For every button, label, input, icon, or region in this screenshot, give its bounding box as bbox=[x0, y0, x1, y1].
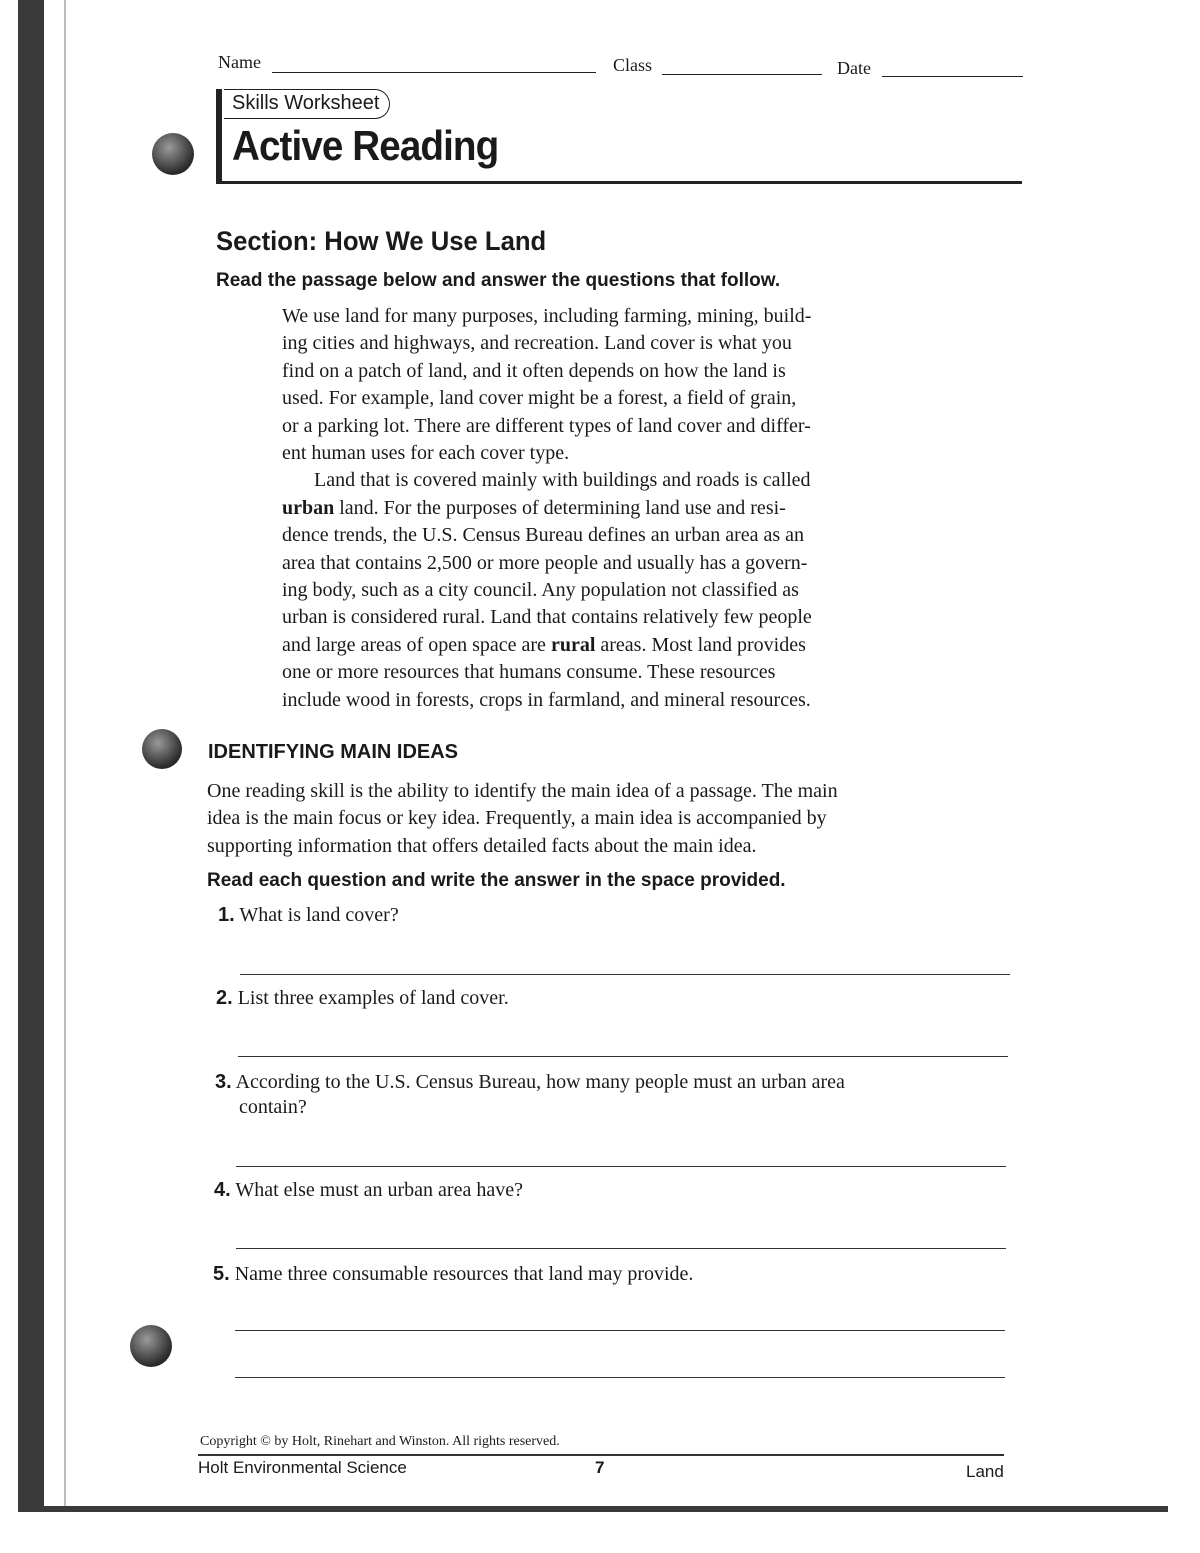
passage-line: ing cities and highways, and recreation. Land cover is what you bbox=[282, 332, 792, 355]
passage-line: or a parking lot. There are different types of land cover and differ- bbox=[282, 414, 811, 437]
date-label: Date bbox=[837, 58, 871, 78]
answer-line-1[interactable] bbox=[240, 974, 1010, 975]
question-instruction: Read each question and write the answer in the space provided. bbox=[207, 870, 786, 891]
skill-line: idea is the main focus or key idea. Frequently, a main idea is accompanied by bbox=[207, 807, 827, 830]
answer-line-3[interactable] bbox=[236, 1166, 1006, 1167]
footer-rule bbox=[198, 1454, 1004, 1456]
answer-line-2[interactable] bbox=[238, 1056, 1008, 1057]
term-rural: rural bbox=[550, 633, 596, 656]
term-urban: urban bbox=[282, 496, 335, 519]
scan-edge-bottom bbox=[18, 1506, 1168, 1512]
binder-hole-top bbox=[152, 133, 194, 175]
question-2 bbox=[216, 986, 509, 1011]
class-field[interactable] bbox=[662, 74, 822, 75]
title-bar bbox=[216, 89, 222, 181]
question-text: What else must an urban area have? bbox=[235, 1179, 523, 1201]
skill-heading: IDENTIFYING MAIN IDEAS bbox=[208, 741, 459, 763]
passage-paragraph-1 bbox=[282, 303, 937, 467]
page-number: 7 bbox=[595, 1458, 605, 1477]
passage-line: one or more resources that humans consume. These resources bbox=[282, 661, 776, 684]
question-text: What is land cover? bbox=[239, 904, 399, 926]
passage-line: ent human uses for each cover type. bbox=[282, 442, 570, 465]
passage-line: ing body, such as a city council. Any population not classified as bbox=[282, 579, 799, 602]
worksheet-type-tag: Skills Worksheet bbox=[224, 89, 390, 119]
passage-instruction: Read the passage below and answer the questions that follow. bbox=[216, 270, 781, 291]
passage-line: urban is considered rural. Land that contains relatively few people bbox=[282, 606, 812, 629]
question-text: List three examples of land cover. bbox=[237, 987, 509, 1009]
title-rule bbox=[216, 181, 1022, 184]
skill-line: supporting information that offers detailed facts about the main idea. bbox=[207, 834, 757, 857]
copyright: Copyright © by Holt, Rinehart and Winston. All rights reserved. bbox=[200, 1434, 560, 1449]
question-text-continued: contain? bbox=[239, 1096, 307, 1118]
skill-line: One reading skill is the ability to identify the main idea of a passage. The main bbox=[207, 780, 838, 802]
question-text: According to the U.S. Census Bureau, how many people must an urban area bbox=[235, 1071, 845, 1093]
page-title: Active Reading bbox=[232, 122, 499, 169]
passage-line: include wood in forests, crops in farmland, and mineral resources. bbox=[282, 688, 811, 711]
passage-line: Land that is covered mainly with buildings and roads is called bbox=[314, 469, 811, 492]
question-number: 1. bbox=[218, 904, 235, 926]
passage-line: find on a patch of land, and it often depends on how the land is bbox=[282, 359, 786, 382]
answer-line-5a[interactable] bbox=[235, 1330, 1005, 1331]
footer-book: Holt Environmental Science bbox=[198, 1458, 407, 1477]
answer-line-4[interactable] bbox=[236, 1248, 1006, 1249]
date-field[interactable] bbox=[882, 76, 1023, 77]
scan-edge-line bbox=[64, 0, 66, 1510]
binder-hole-middle bbox=[142, 729, 182, 769]
scan-edge-left bbox=[18, 0, 44, 1510]
passage-line: and large areas of open space are rural areas. Most land provides bbox=[282, 633, 806, 656]
answer-line-5b[interactable] bbox=[235, 1377, 1005, 1378]
name-field[interactable] bbox=[272, 72, 596, 73]
name-label: Name bbox=[218, 52, 261, 72]
passage-line: dence trends, the U.S. Census Bureau defines an urban area as an bbox=[282, 524, 805, 547]
reading-passage bbox=[282, 303, 937, 714]
passage-paragraph-2 bbox=[282, 467, 937, 714]
question-1 bbox=[218, 903, 399, 928]
class-label: Class bbox=[613, 55, 653, 75]
question-number: 5. bbox=[213, 1263, 230, 1285]
passage-line: We use land for many purposes, including farming, mining, build- bbox=[282, 305, 812, 327]
skill-description bbox=[207, 778, 997, 860]
question-3 bbox=[215, 1070, 845, 1120]
footer-chapter: Land bbox=[966, 1462, 1004, 1481]
section-title: Section: How We Use Land bbox=[216, 226, 547, 256]
question-number: 4. bbox=[214, 1179, 231, 1201]
question-5 bbox=[213, 1262, 693, 1287]
passage-line: used. For example, land cover might be a forest, a field of grain, bbox=[282, 387, 797, 410]
binder-hole-bottom bbox=[130, 1325, 172, 1367]
question-number: 2. bbox=[216, 987, 233, 1009]
passage-line: area that contains 2,500 or more people and usually has a govern- bbox=[282, 551, 808, 574]
question-text: Name three consumable resources that land may provide. bbox=[234, 1263, 694, 1285]
passage-line: urban land. For the purposes of determining land use and resi- bbox=[282, 496, 786, 519]
question-number: 3. bbox=[215, 1071, 232, 1093]
question-4 bbox=[214, 1178, 523, 1203]
